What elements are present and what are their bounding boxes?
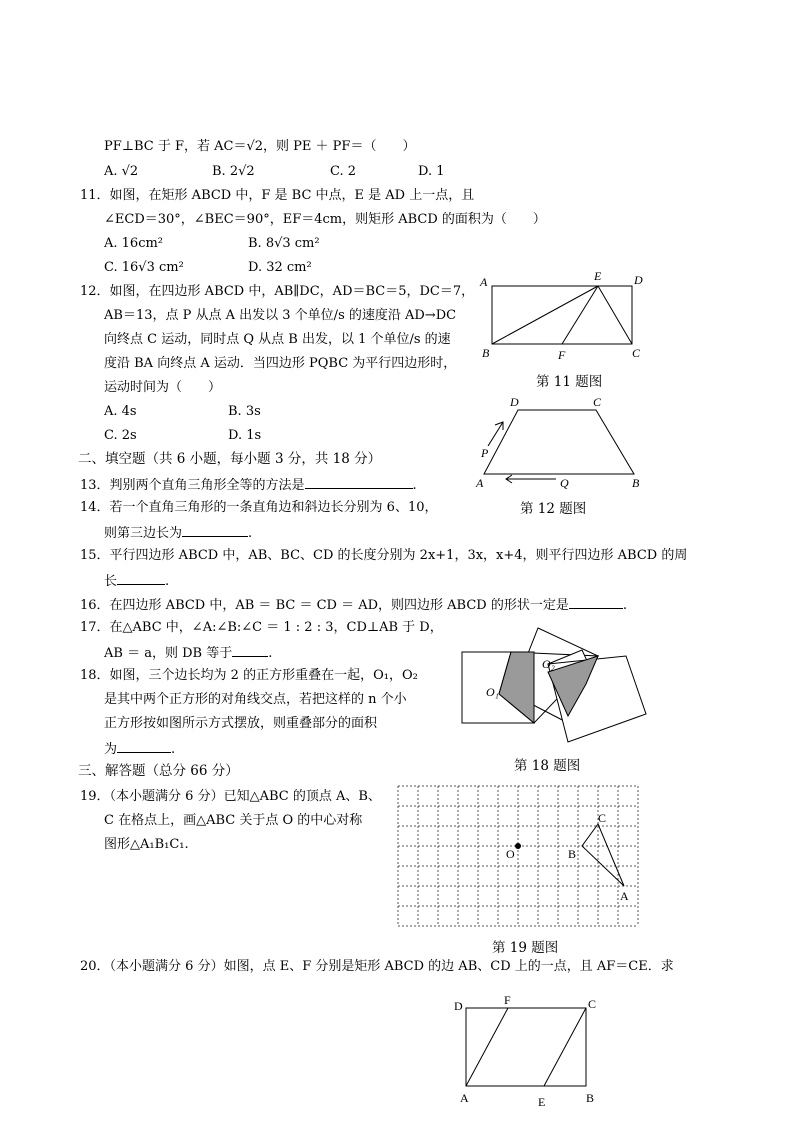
q20-rect-abcd [466, 1008, 586, 1086]
q15-line2: 长 . [104, 571, 169, 590]
q11-label-f: F [558, 348, 566, 362]
q11-figure-caption: 第 11 题图 [536, 374, 603, 390]
q17-line1: 17．在△ABC 中，∠A:∠B:∠C ＝ 1 : 2 : 3，CD⊥AB 于 D， [80, 620, 443, 635]
q19-label-c: C [598, 811, 607, 825]
q11-label-e: E [594, 269, 602, 283]
figure-q20-rectangle [452, 994, 612, 1110]
q12-option-d: D. 1s [228, 428, 262, 443]
q12-label-b: B [632, 476, 640, 490]
q18-line4-text: 为 [104, 742, 118, 757]
q20-segment-ec [544, 1008, 586, 1086]
q12-label-p: P [481, 446, 489, 460]
q11-label-a: A [480, 275, 488, 289]
q12-line5: 运动时间为（ ） [104, 380, 222, 395]
figure-q12-trapezoid [474, 392, 646, 490]
q18-blank [117, 739, 171, 753]
q20-label-e: E [538, 1095, 546, 1109]
q10-option-c: C. 2 [330, 164, 357, 179]
q12-figure-caption: 第 12 题图 [520, 501, 587, 517]
figure-q19-grid [398, 786, 640, 926]
q12-option-b: B. 3s [228, 404, 261, 419]
q18-label-o1: O₁ [486, 685, 499, 699]
q12-label-d: D [510, 395, 519, 409]
q20-segment-af [466, 1008, 508, 1086]
q11-line1: 11．如图，在矩形 ABCD 中，F 是 BC 中点，E 是 AD 上一点，且 [80, 188, 475, 203]
q11-segment-ec [598, 286, 632, 344]
q11-option-c: C. 16√3 cm² [104, 260, 184, 275]
q10-option-b: B. 2√2 [212, 164, 255, 179]
q12-label-q: Q [560, 476, 569, 490]
q19-grid-lines [398, 786, 638, 926]
q20-label-a: A [460, 1091, 469, 1105]
q14-line1: 14．若一个直角三角形的一条直角边和斜边长分别为 6、10， [80, 500, 438, 515]
q14-line2-text: 则第三边长为 [104, 526, 183, 541]
q13-text: 13．判别两个直角三角形全等的方法是 [80, 478, 305, 493]
q12-option-c: C. 2s [104, 428, 137, 443]
q18-line3: 正方形按如图所示方式摆放，则重叠部分的面积 [104, 716, 378, 731]
q19-line3: 图形△A₁B₁C₁. [104, 837, 189, 852]
q11-label-c: C [632, 346, 641, 360]
q20-label-d: D [454, 999, 463, 1013]
q11-label-b: B [482, 346, 490, 360]
q16-blank [569, 595, 623, 609]
q12-line4: 度沿 BA 向终点 A 运动．当四边形 PQBC 为平行四边形时， [104, 356, 457, 371]
figure-q18-squares [458, 624, 650, 748]
q14-line2: 则第三边长为 . [104, 523, 252, 542]
q20-label-c: C [588, 997, 597, 1011]
q18-line1: 18．如图，三个边长均为 2 的正方形重叠在一起，O₁，O₂ [80, 668, 418, 683]
q19-center-point-o [515, 843, 521, 849]
q13: 13．判别两个直角三角形全等的方法是 . [80, 475, 417, 494]
q11-segment-ef [562, 286, 598, 344]
section-solve-heading: 三、解答题（总分 66 分） [78, 763, 239, 779]
q19-label-o: O [506, 847, 515, 861]
q19-line1: 19．（本小题满分 6 分）已知△ABC 的顶点 A、B、 [80, 789, 381, 804]
q17-line2: AB ＝ a，则 DB 等于 . [104, 643, 272, 662]
q10-option-a: A. √2 [104, 164, 139, 179]
q19-label-b: B [568, 847, 577, 861]
q11-option-d: D. 32 cm² [248, 260, 312, 275]
q18-label-o2: O₂ [542, 657, 555, 671]
q20-label-b: B [586, 1091, 595, 1105]
q12-line1: 12．如图，在四边形 ABCD 中，AB∥DC，AD＝BC＝5，DC＝7， [80, 284, 475, 299]
q10-option-d: D. 1 [418, 164, 445, 179]
q10-stem: PF⊥BC 于 F，若 AC＝√2，则 PE ＋ PF＝（ ） [104, 139, 416, 154]
q12-line3: 向终点 C 运动，同时点 Q 从点 B 出发，以 1 个单位/s 的速 [104, 332, 451, 347]
q11-segment-be [492, 286, 598, 344]
q15-blank [117, 571, 165, 585]
q15-line1: 15．平行四边形 ABCD 中，AB、BC、CD 的长度分别为 2x+1，3x，x+4，则平行四边形 ABCD 的周 [80, 548, 688, 563]
q20-label-f: F [504, 993, 511, 1007]
q18-figure-caption: 第 18 题图 [514, 758, 581, 774]
q15-line2-text: 长 [104, 574, 118, 589]
q17-line2-text: AB ＝ a，则 DB 等于 [104, 646, 233, 661]
q11-option-a: A. 16cm² [104, 236, 164, 251]
q11-rect-abcd [492, 286, 632, 344]
q19-figure-caption: 第 19 题图 [492, 940, 559, 956]
q12-trapezoid-abcd [484, 410, 634, 474]
section-fill-in-heading: 二、填空题（共 6 小题，每小题 3 分，共 18 分） [78, 451, 382, 467]
q11-label-d: D [634, 273, 643, 287]
q14-blank [182, 523, 248, 537]
q19-line2: C 在格点上，画△ABC 关于点 O 的中心对称 [104, 813, 363, 828]
q18-line4: 为 . [104, 739, 175, 758]
q16: 16．在四边形 ABCD 中，AB ＝ BC ＝ CD ＝ AD，则四边形 ABCD 的形状一定是 . [80, 595, 627, 614]
q19-label-a: A [620, 889, 629, 903]
figure-q11-rectangle [478, 268, 648, 362]
q13-blank [305, 475, 413, 489]
q12-label-c: C [593, 395, 602, 409]
q17-blank [232, 643, 268, 657]
q11-option-b: B. 8√3 cm² [248, 236, 320, 251]
q12-line2: AB＝13，点 P 从点 A 出发以 3 个单位/s 的速度沿 AD→DC [104, 308, 457, 323]
q20-line1: 20．（本小题满分 6 分）如图，点 E、F 分别是矩形 ABCD 的边 AB、CD 上的一点，且 AF＝CE．求 [80, 959, 674, 974]
q16-text: 16．在四边形 ABCD 中，AB ＝ BC ＝ CD ＝ AD，则四边形 ABCD 的形状一定是 [80, 598, 569, 613]
q12-option-a: A. 4s [104, 404, 137, 419]
q11-line2: ∠ECD＝30°，∠BEC＝90°，EF＝4cm，则矩形 ABCD 的面积为（ ） [104, 212, 546, 227]
q12-label-a: A [476, 476, 484, 490]
q18-line2: 是其中两个正方形的对角线交点，若把这样的 n 个小 [104, 692, 407, 707]
